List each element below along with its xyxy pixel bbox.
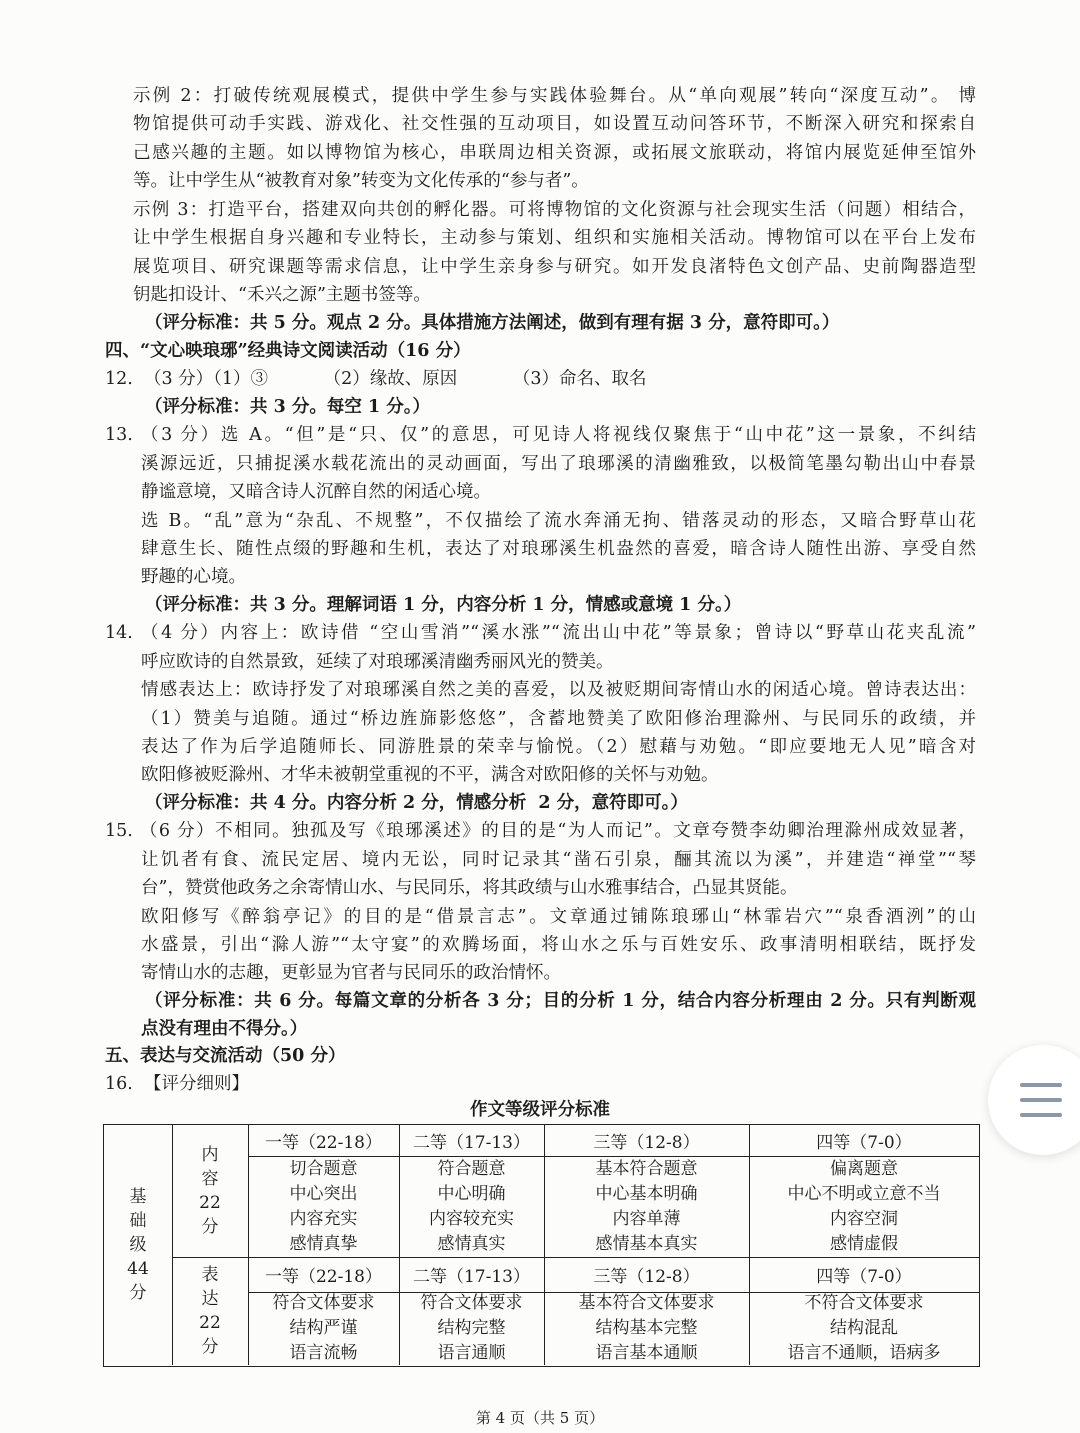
scoring-note: （评分标准：共 3 分。理解词语 1 分，内容分析 1 分，情感或意境 1 分。） bbox=[145, 595, 742, 615]
text-line: 静谧意境，又暗含诗人沉醉自然的闲适心境。 bbox=[141, 482, 491, 502]
scoring-note: （评分标准：共 6 分。每篇文章的分析各 3 分；目的分析 1 分，结合内容分析理由 2 分。只有判断观 bbox=[145, 991, 976, 1011]
grade-header: 三等（12-8） bbox=[593, 1133, 700, 1153]
text-line: 寄情山水的志趣，更彰显为官者与民同乐的政治情怀。 bbox=[141, 963, 561, 983]
text-line: 让中学生根据自身兴趣和专业特长，主动参与策划、组织和实施相关活动。博物馆可以在平台上发布 bbox=[133, 228, 976, 248]
text-line: 选 B。“乱”意为“杂乱、不规整”，不仅描绘了流水奔涌无拘、错落灵动的形态，又暗合野草山花 bbox=[141, 511, 976, 531]
text-line: 表达了作为后学追随师长、同游胜景的荣幸与愉悦。（2）慰藉与劝勉。“即应要地无人见”暗含对 bbox=[141, 737, 976, 757]
expression-label: 表 达 22 分 bbox=[199, 1265, 221, 1357]
answer-14: 14. （4 分）内容上：欧诗借 “空山雪消”“溪水涨”“流出山中花”等景象；曾诗以“野草山花夹乱流” bbox=[105, 623, 976, 643]
grade-header: 四等（7-0） bbox=[816, 1267, 912, 1287]
text-line: 水盛景，引出“滁人游”“太守宴”的欢腾场面，将山水之乐与百姓安乐、政事清明相联结，既抒发 bbox=[141, 935, 976, 955]
grade-header: 一等（22-18） bbox=[264, 1267, 382, 1287]
scoring-note: 点没有理由不得分。） bbox=[141, 1019, 308, 1039]
expression-cell: 符合文体要求 结构完整 语言通顺 bbox=[420, 1293, 523, 1363]
grade-header: 四等（7-0） bbox=[816, 1133, 912, 1153]
text-line: 肆意生长、随性点缀的野趣和生机，表达了对琅琊溪生机盎然的喜爱，暗含诗人随性出游、享受自然 bbox=[141, 539, 976, 559]
content-cell: 基本符合题意 中心基本明确 内容单薄 感情基本真实 bbox=[595, 1158, 698, 1254]
grade-header: 二等（17-13） bbox=[412, 1267, 530, 1287]
text-line: 物馆提供可动手实践、游戏化、社交性强的互动项目，如设置互动问答环节，不断深入研究和探索自 bbox=[133, 114, 976, 134]
grade-header: 三等（12-8） bbox=[593, 1267, 700, 1287]
table-title: 作文等级评分标准 bbox=[470, 1100, 610, 1120]
answer-12: 12. （3 分）（1）③ （2）缘故、原因 （3）命名、取名 bbox=[105, 369, 647, 389]
expression-cell: 符合文体要求 结构严谨 语言流畅 bbox=[272, 1293, 375, 1363]
answer-15: 15. （6 分）不相同。独孤及写《琅琊溪述》的目的是“为人而记”。文章夸赞李幼卿治理滁州成效显著， bbox=[105, 821, 976, 841]
text-line: 钥匙扣设计、“禾兴之源”主题书签等。 bbox=[133, 285, 431, 305]
text-line: 己感兴趣的主题。如以博物馆为核心，串联周边相关资源，或拓展文旅联动，将馆内展览延伸至馆外 bbox=[133, 143, 976, 163]
text-line: （1）赞美与追随。通过“桥边旌旆影悠悠”，含蓄地赞美了欧阳修治理滁州、与民同乐的政绩，并 bbox=[141, 709, 976, 729]
grade-header: 二等（17-13） bbox=[412, 1133, 530, 1153]
grading-table bbox=[103, 1124, 980, 1367]
text-line: 野趣的心境。 bbox=[141, 567, 246, 587]
expression-cell: 不符合文体要求 结构混乱 语言不通顺，语病多 bbox=[787, 1293, 941, 1363]
item-16-heading: 16. 【评分细则】 bbox=[105, 1074, 249, 1094]
text-line: 溪源远近，只捕捉溪水载花流出的灵动画面，写出了琅琊溪的清幽雅致，以极简笔墨勾勒出山中春景 bbox=[141, 454, 976, 474]
text-line: 展览项目、研究课题等需求信息，让中学生亲身参与研究。如开发良渚特色文创产品、史前陶器造型 bbox=[133, 257, 976, 277]
grade-header: 一等（22-18） bbox=[264, 1133, 382, 1153]
expression-cell: 基本符合文体要求 结构基本完整 语言基本通顺 bbox=[578, 1293, 715, 1363]
answer-13: 13. （3 分）选 A。“但”是“只、仅”的意思，可见诗人将视线仅聚焦于“山中花”这一景象，不纠结 bbox=[105, 425, 976, 445]
content-cell: 符合题意 中心明确 内容较充实 感情真实 bbox=[429, 1158, 514, 1254]
menu-icon bbox=[1020, 1083, 1062, 1087]
text-line: 欧阳修写《醉翁亭记》的目的是“借景言志”。文章通过铺陈琅琊山“林霏岩穴”“泉香酒洌”的山 bbox=[141, 907, 976, 927]
scoring-note: （评分标准：共 5 分。观点 2 分。具体措施方法阐述，做到有理有据 3 分，意符即可。） bbox=[145, 313, 840, 333]
base-level-label: 基 础 级 44 分 bbox=[127, 1187, 149, 1303]
section-heading: 四、“文心映琅琊”经典诗文阅读活动（16 分） bbox=[105, 341, 471, 361]
text-line: 台”，赞赏他政务之余寄情山水、与民同乐，将其政绩与山水雅事结合，凸显其贤能。 bbox=[141, 878, 798, 898]
section-heading: 五、表达与交流活动（50 分） bbox=[105, 1046, 346, 1066]
text-line: 示例 3：打造平台，搭建双向共创的孵化器。可将博物馆的文化资源与社会现实生活（问题）相结合， bbox=[133, 200, 976, 220]
content-cell: 切合题意 中心突出 内容充实 感情真挚 bbox=[289, 1158, 358, 1254]
scoring-note: （评分标准：共 4 分。内容分析 2 分，情感分析 2 分，意符即可。） bbox=[145, 793, 688, 813]
floating-menu-button[interactable] bbox=[988, 1045, 1080, 1155]
text-line: 示例 2：打破传统观展模式，提供中学生参与实践体验舞台。从“单向观展”转向“深度互动”。 博 bbox=[133, 86, 976, 106]
text-line: 等。让中学生从“被教育对象”转变为文化传承的“参与者”。 bbox=[133, 171, 589, 191]
text-line: 呼应欧诗的自然景致，延续了对琅琊溪清幽秀丽风光的赞美。 bbox=[141, 652, 614, 672]
page-footer: 第 4 页（共 5 页） bbox=[475, 1409, 605, 1427]
text-line: 欧阳修被贬滁州、才华未被朝堂重视的不平，满含对欧阳修的关怀与劝勉。 bbox=[141, 765, 719, 785]
text-line: 情感表达上：欧诗抒发了对琅琊溪自然之美的喜爱，以及被贬期间寄情山水的闲适心境。曾诗表达出： bbox=[141, 680, 976, 700]
scoring-note: （评分标准：共 3 分。每空 1 分。） bbox=[145, 397, 430, 417]
text-line: 让饥者有食、流民定居、境内无讼，同时记录其“凿石引泉，酾其流以为溪”，并建造“禅堂”“琴 bbox=[141, 850, 976, 870]
content-cell: 偏离题意 中心不明或立意不当 内容空洞 感情虚假 bbox=[787, 1158, 941, 1254]
content-label: 内 容 22 分 bbox=[199, 1145, 221, 1237]
